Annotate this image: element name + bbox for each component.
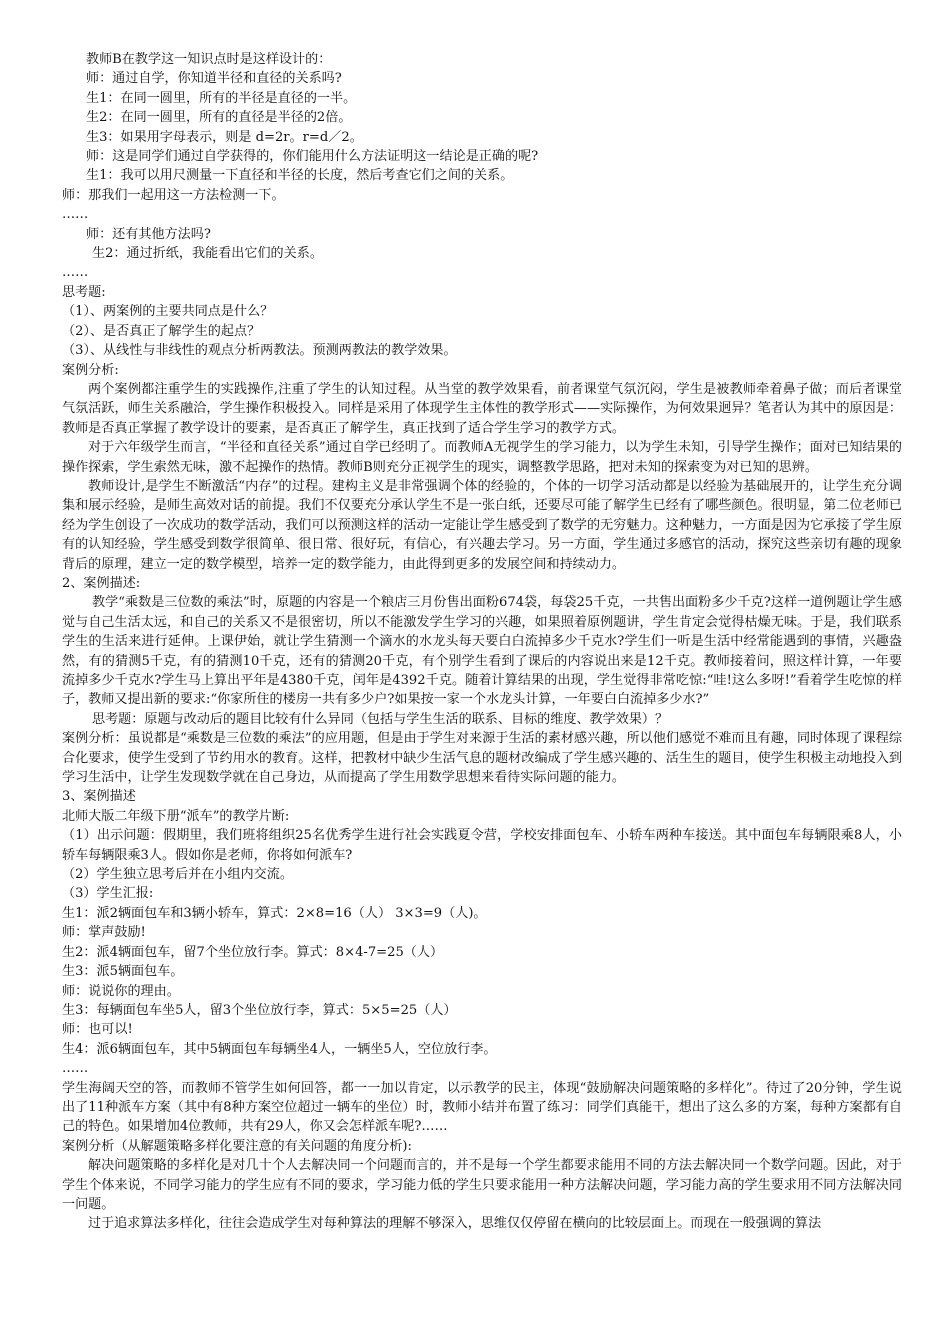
case2-paragraph: 教学“乘数是三位数的乘法”时，原题的内容是一个粮店三月份售出面粉674袋，每袋25千克，一共售出面粉多少千克?这样一道例题让学生感觉与自己生活太远，和自己的关系又不是很密切，所以不能激发学生学习的兴趣，如果照着原例题讲，学生肯定会觉得枯燥无味。于是，我们联系学生的生活来进行延伸。上课伊始，就让学生猜测一个滴水的水龙头每天要白白流掉多少千克水?学生们一听是生活中经常能遇到的事情，兴趣盎然，有的猜测5千克，有的猜测10千克，还有的猜测20千克，有个别学生看到了课后的内容说出来是12千克。教师接着问，照这样计算，一年要流掉多少千克水?学生马上算出平年是4380千克，闰年是4392千克。随着计算结果的出现，学生觉得非常吃惊:“哇!这么多呀!”看着学生吃惊的样子，教师又提出新的要求:“你家所住的楼房一共有多少户?如果按一家一个水龙头计算，一年要白白流掉多少水?” — [62, 595, 902, 708]
case3-analysis-title: 案例分析（从解题策略多样化要注意的有关问题的角度分析): — [62, 1138, 412, 1154]
other-method-answer: 生2：通过折纸，我能看出它们的关系。 — [92, 246, 323, 262]
case3-line: 师：说说你的理由。 — [62, 983, 180, 999]
ellipsis: …… — [62, 1061, 89, 1077]
intro-line: 师：这是同学们通过自学获得的，你们能用什么方法证明这一结论是正确的呢? — [86, 149, 539, 165]
analysis-paragraph: 教师设计,是学生不断激活“内存”的过程。建构主义是非常强调个体的经验的，个体的一切学习活动都是以经验为基础展开的，让学生充分调集和展示经验，是师生高效对话的前提。我们不仅要充分承认学生不是一张白纸，还要尽可能了解学生已经有了哪些颜色。很明显，第二位老师已经为学生创设了一次成功的数学活动，我们可以预测这样的活动一定能让学生感受到了数学的无穷魅力。这种魅力，一方面是因为它承接了学生原有的认知经验，学生感受到数学很简单、很日常、很好玩，有信心，有兴趣去学习。另一方面，学生通过多感官的活动，探究这些亲切有趣的现象背后的原理，建立一定的数学模型，培养一定的数学能力，由此得到更多的发展空间和持续动力。 — [62, 478, 902, 572]
intro-line: 生1：在同一圆里，所有的半径是直径的一半。 — [86, 90, 357, 106]
think-title: 思考题: — [62, 284, 106, 300]
case3-line: （3）学生汇报: — [62, 886, 154, 902]
case3-line: 生2：派4辆面包车，留7个坐位放行李。算式：8×4-7=25（人） — [62, 944, 444, 960]
case3-analysis-paragraph: 过于追求算法多样化，往往会造成学生对每种算法的理解不够深入，思维仅仅停留在横向的比较层面上。而现在一般强调的算法 — [88, 1216, 822, 1232]
case3-question: （1）出示问题：假期里，我们班将组织25名优秀学生进行社会实践夏令营，学校安排面包车、小轿车两种车接送。其中面包车每辆限乘8人，小轿车每辆限乘3人。假如你是老师，你将如何派车? — [62, 828, 902, 863]
case3-subtitle: 北师大版二年级下册“派车”的教学片断: — [62, 808, 290, 824]
case2-think: 思考题：原题与改动后的题目比较有什么异同（包括与学生生活的联系、目标的维度、教学效果）？ — [92, 711, 669, 727]
ellipsis: …… — [62, 207, 89, 223]
case3-line: 师：也可以! — [62, 1022, 133, 1038]
analysis-paragraph: 对于六年级学生而言，“半径和直径关系”通过自学已经明了。而教师A无视学生的学习能力，以为学生未知，引导学生操作；面对已知结果的操作探索，学生索然无味，激不起操作的热情。教师B则充分正视学生的现实，调整教学思路，把对未知的探索变为对已知的思辨。 — [62, 440, 902, 475]
intro-line: 教师B在教学这一知识点时是这样设计的： — [86, 52, 332, 67]
case3-line: （2）学生独立思考后并在小组内交流。 — [62, 867, 293, 883]
ellipsis: …… — [62, 265, 89, 281]
case3-line: 生3：每辆面包车坐5人，留3个坐位放行李，算式：5×5=25（人） — [62, 1002, 457, 1018]
intro-line: 生3：如果用字母表示，则是 d=2r。r=d／2。 — [86, 129, 363, 145]
other-method-question: 师：还有其他方法吗? — [86, 226, 211, 242]
case3-analysis-paragraph: 解决问题策略的多样化是对几十个人去解决同一个问题而言的，并不是每一个学生都要求能用不同的方法去解决同一个数学问题。因此，对于学生个体来说，不同学习能力的学生应有不同的要求，学习能力低的学生只要求能用一种方法解决问题，学习能力高的学生要求用不同方法解决同一问题。 — [62, 1158, 902, 1212]
case3-line: 生4：派6辆面包车，其中5辆面包车每辆坐4人，一辆坐5人，空位放行李。 — [62, 1041, 497, 1057]
case3-title: 3、案例描述 — [62, 789, 136, 805]
case2-title: 2、案例描述: — [62, 575, 141, 591]
intro-line: 生2：在同一圆里，所有的直径是半径的2倍。 — [86, 110, 352, 126]
intro-line: 生1：我可以用尺测量一下直径和半径的长度，然后考查它们之间的关系。 — [86, 168, 514, 184]
case3-line: 生1：派2辆面包车和3辆小轿车，算式：2×8=16（人） 3×3=9（人)。 — [62, 905, 487, 921]
analysis-paragraph: 两个案例都注重学生的实践操作,注重了学生的认知过程。从当堂的教学效果看，前者课堂气氛沉闷，学生是被教师牵着鼻子做；而后者课堂气氛活跃，师生关系融洽，学生操作积极投入。同样是采用了体现学生主体性的教学形式——实际操作，为何效果迥异？笔者认为其中的原因是：教师是否真正掌握了教学设计的要素，是否真正了解学生，真正找到了适合学生学习的教学方式。 — [62, 381, 902, 436]
case3-summary: 学生海阔天空的答，而教师不管学生如何回答，都一一加以肯定，以示教学的民主，体现“鼓励解决问题策略的多样化”。待过了20分钟，学生说出了11种派车方案（其中有8种方案空位超过一辆车的坐位）时，教师小结并布置了练习：同学们真能干，想出了这么多的方案，每种方案都有自己的特色。如果增加4位教师，共有29人，你又会怎样派车呢?…… — [62, 1080, 902, 1135]
analysis-title: 案例分析: — [62, 362, 119, 378]
think-item: （3）、从线性与非线性的观点分析两教法。预测两教法的教学效果。 — [62, 343, 457, 359]
intro-line: 师：通过自学，你知道半径和直径的关系吗? — [86, 71, 342, 87]
case3-line: 师：掌声鼓励! — [62, 925, 146, 941]
case3-line: 生3：派5辆面包车。 — [62, 964, 184, 980]
think-item: （1）、两案例的主要共同点是什么？ — [62, 304, 274, 320]
think-item: （2）、是否真正了解学生的起点？ — [62, 323, 261, 339]
teacher-check-line: 师：那我们一起用这一方法检测一下。 — [62, 187, 285, 203]
case2-analysis: 案例分析：虽说都是“乘数是三位数的乘法”的应用题，但是由于学生对来源于生活的素材感兴趣，所以他们感觉不难而且有趣，同时体现了课程综合化要求，使学生受到了节约用水的教育。这样，把教材中缺少生活气息的题材改编成了学生感兴趣的、活生生的题目，使学生积极主动地投入到学习生活中，让学生发现数学就在自己身边，从而提高了学生用数学思想来看待实际问题的能力。 — [62, 731, 902, 786]
